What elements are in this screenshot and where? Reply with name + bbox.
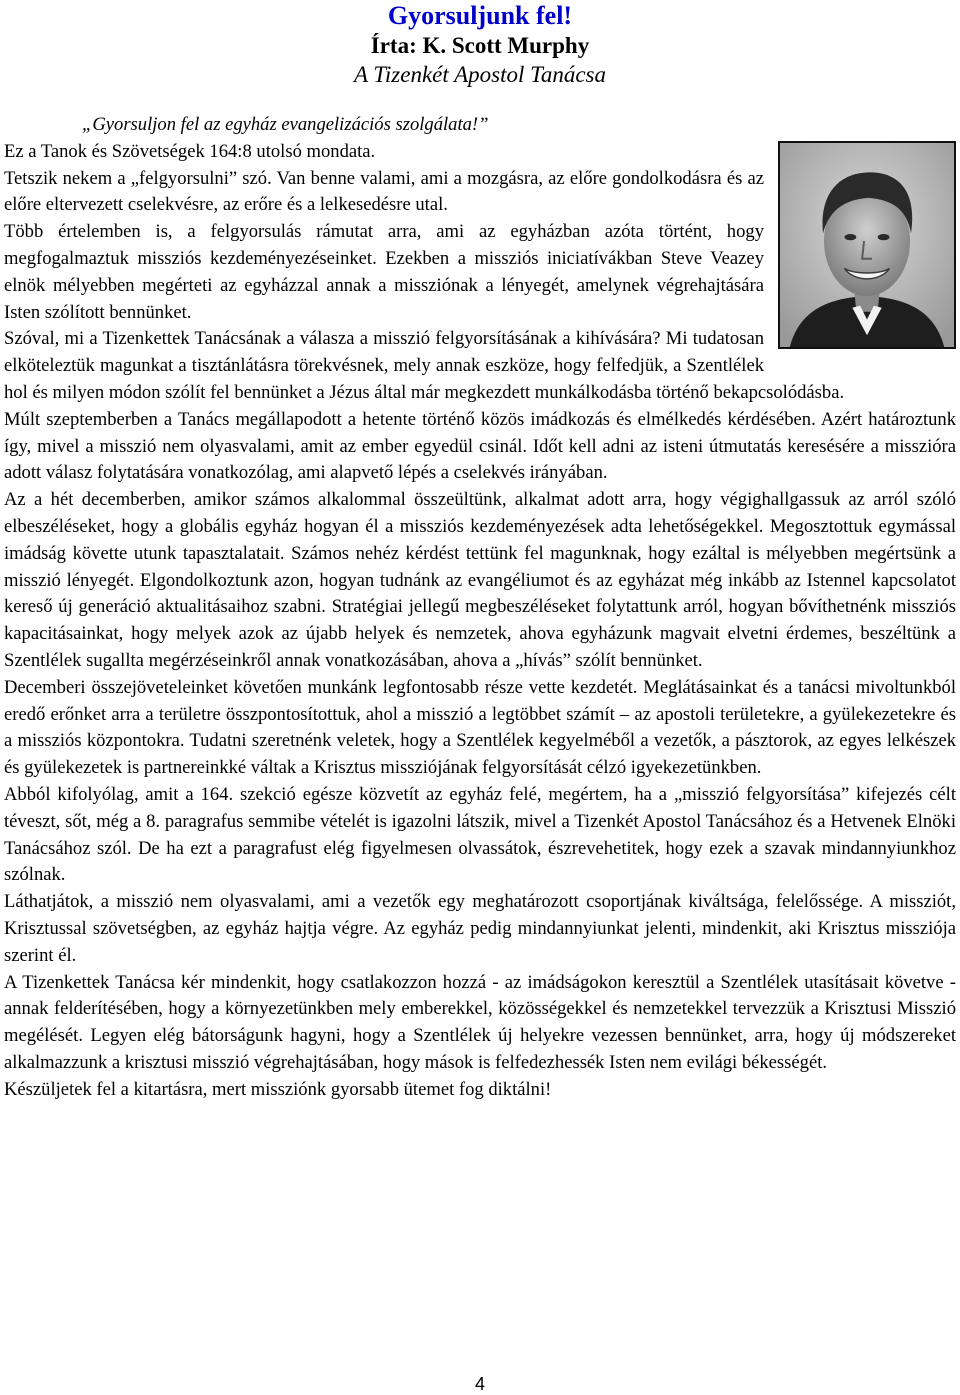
portrait-photo-icon [780,143,954,347]
paragraph: Több értelemben is, a felgyorsulás rámutat arra, ami az egyházban azóta történt, hogy megfogalmaztuk missziós kezdeményezéseinket. Ezekben a missziós iniciatívákban Steve Veazey elnök mélyebben megérteti az egyházzal annak a missziónak a lényegét, amelynek végrehajtására Isten szólított bennünket. [4,221,764,323]
paragraph: Múlt szeptemberben a Tanács megállapodott a hetente történő közös imádkozás és elmélkedés kérdésében. Azért határoztunk így, mivel a misszió nem olyasvalami, amit az ember egyedül csinál. Időt kell adni az isteni útmutatás keresésére a misszióra adott válasz folytatására vonatkozólag, ami alapvető lépés a cselekvés irányában. [4,408,956,484]
paragraph: A Tizenkettek Tanácsa kér mindenkit, hogy csatlakozzon hozzá - az imádságokon keresztül a Szentlélek utasításait követve - annak felderítésében, hogy a környezetünkben mely emberekkel, közösségekkel és nemzetekkel tervezzük a Krisztusi Misszió megélését. Legyen elég bátorságunk hagyni, hogy a Szentlélek új helyekre vezessen bennünket, arra, hogy új módszereket alkalmazzunk a krisztusi misszió végrehajtásában, hogy mások is felfedezhessék Isten nem evilági békességét. [4,971,956,1073]
paragraph: Tetszik nekem a „felgyorsulni” szó. Van benne valami, ami a mozgásra, az előre gondolkodásra és az előre eltervezett cselekvésre, az erőre és a lelkesedésre utal. [4,167,764,216]
paragraph: Decemberi összejöveteleinket követően munkánk legfontosabb része vette kezdetét. Meglátásainkat és a tanácsi mivoltunkból eredő erőnket arra a területre összpontosítottuk, ahol a misszió a legtöbbet számít – az apostoli területekre, a gyülekezetekre és a missziós központokra. Tudatni szeretnénk veletek, hogy a Szentlélek kegyelméből a vezetők, a pásztorok, az egyes lelkészek és gyülekezetek is partnereinkké váltak a Krisztus missziójának felgyorsítását célzó igyekezetünkben. [4,676,956,779]
paragraph: Ez a Tanok és Szövetségek 164:8 utolsó mondata. [4,140,376,162]
paragraph: Abból kifolyólag, amit a 164. szekció egésze közvetít az egyház felé, megértem, ha a „misszió felgyorsítása” kifejezés célt téveszt, sőt, még a 8. paragrafus semmibe vételét is igazolni látszik, mivel a Tizenkét Apostol Tanácsához és a Hetvenek Elnöki Tanácsához szól. De ha ezt a paragrafust elég figyelmesen olvassátok, észrevehetitek, hogy ezek a szavak mindannyiunkhoz szólnak. [4,783,956,886]
paragraph: Az a hét decemberben, amikor számos alkalommal összeültünk, alkalmat adott arra, hogy végighallgassuk az arról szóló elbeszéléseket, hogy a globális egyház hogyan él a missziós kezdeményezések adta lehetőségekkel. Megosztottuk egymással imádság követte utunk tapasztalatait. Számos nehéz kérdést tettünk fel magunknak, hogy ezáltal is mélyebben megértsünk a misszió lényegét. Elgondolkoztunk azon, hogyan tudnánk az evangéliumot és az egyházat még inkább az Istennel kapcsolatot kereső új generáció aktualitásaihoz szabni. Stratégiai jellegű megbeszéléseket folytattunk arról, hogyan bővíthetnénk missziós kapacitásainkat, hogy melyek azok az újabb helyek és nemzetek, ahova egyházunk magvait elvetni érdemes, beszéltünk a Szentlélek sugallta megérzéseinkről annak vonatkozásában, ahova a „hívás” szólít bennünket. [4,489,956,671]
portrait-photo [778,141,956,349]
author-council: A Tizenkét Apostol Tanácsa [354,62,606,87]
article-author: Írta: K. Scott Murphy [370,33,590,58]
page-number: 4 [474,1374,485,1394]
article-body [4,112,956,1103]
article-header [4,0,956,90]
opening-quote: „Gyorsuljon fel az egyház evangelizációs szolgálata!” [82,114,489,135]
paragraph: Láthatjátok, a misszió nem olyasvalami, ami a vezetők egy meghatározott csoportjának kiváltsága, felelőssége. A missziót, Krisztussal szövetségben, az egyház hajtja végre. Az egyház pedig mindannyiunkat jelenti, mindenkit, aki Krisztus missziója szerint él. [4,891,956,966]
paragraph: Szóval, mi a Tizenkettek Tanácsának a válasza a misszió felgyorsításának a kihívására? Mi tudatosan elköteleztük magunkat a tisztánlátásra törekvésnek, mely annak eszköze, hogy felfedjük, a Szentlélek hol és milyen módon szólít fel bennünket a Jézus által már megkezdett munkálkodásba történő bekapcsolódásba. [4,328,845,403]
article-title: Gyorsuljunk fel! [387,1,573,30]
paragraph: Készüljetek fel a kitartásra, mert missziónk gyorsabb ütemet fog diktálni! [4,1078,552,1100]
document-page [4,0,956,1103]
